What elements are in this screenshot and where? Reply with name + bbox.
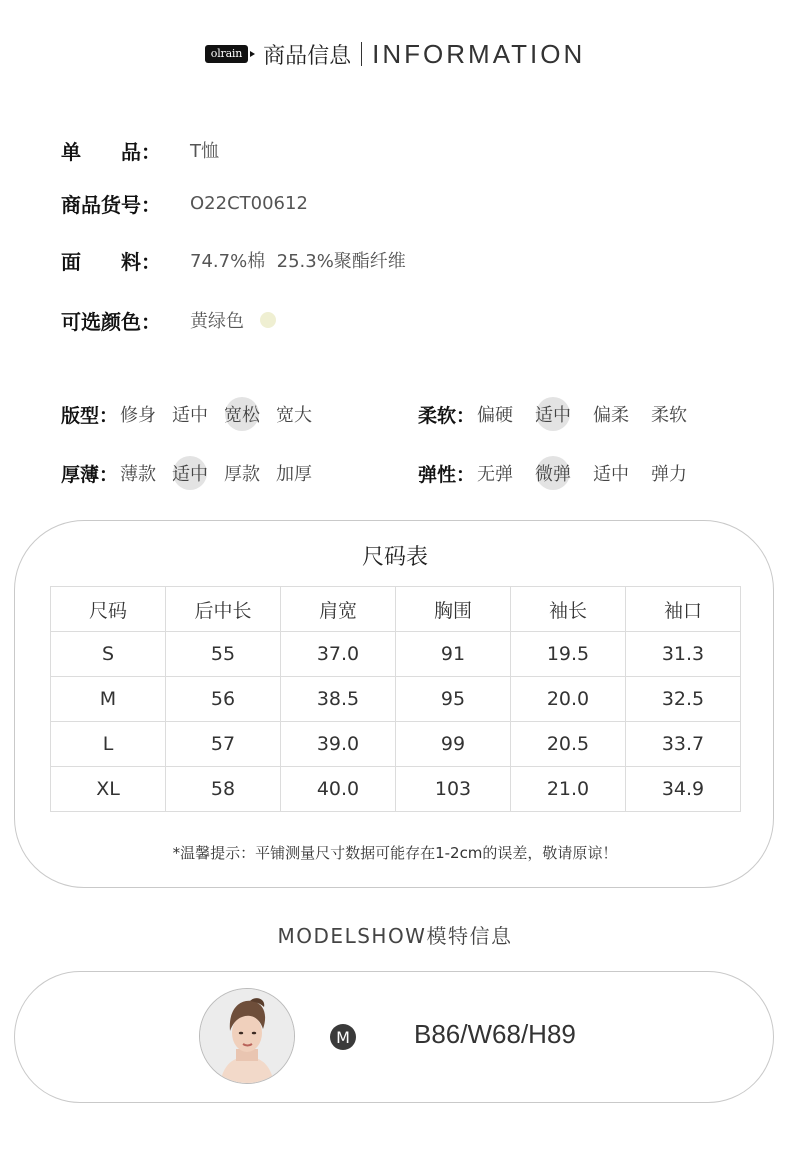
table-cell: 21.0: [511, 767, 626, 812]
attr-option: 厚款: [224, 464, 261, 485]
size-chart-note: *温馨提示：平铺测量尺寸数据可能存在1-2cm的误差，敬请原谅！: [172, 844, 618, 862]
attr-label: 版型：: [61, 404, 119, 427]
info-label: 商品货号：: [61, 192, 161, 217]
info-row-color: [61, 304, 276, 336]
attr-option: 偏柔: [593, 405, 630, 426]
attr-option: 修身: [120, 405, 157, 426]
attr-elasticity: [418, 453, 687, 493]
info-row-item: [61, 134, 219, 166]
info-value: 74.7%棉 25.3%聚酯纤维: [190, 251, 406, 272]
attr-fit: [61, 394, 312, 434]
attr-option-selected: 适中: [535, 397, 571, 431]
info-label: 可选颜色：: [61, 309, 161, 334]
table-cell: 58: [166, 767, 281, 812]
header-title-cn: 商品信息: [263, 43, 352, 69]
table-cell: 95: [396, 677, 511, 722]
table-cell: 20.5: [511, 722, 626, 767]
color-swatch: [260, 312, 276, 328]
attr-option: 适中: [593, 464, 630, 485]
table-cell: M: [51, 677, 166, 722]
model-section-title: MODELSHOW模特信息: [277, 924, 513, 948]
table-cell: 31.3: [626, 632, 741, 677]
attr-option: 柔软: [651, 405, 688, 426]
attr-option: 宽大: [276, 405, 313, 426]
column-header: 胸围: [396, 587, 511, 632]
attr-option: 无弹: [477, 464, 514, 485]
table-cell: 39.0: [281, 722, 396, 767]
table-cell: 103: [396, 767, 511, 812]
model-avatar: [199, 988, 295, 1084]
info-value: T恤: [190, 141, 219, 162]
model-card: [14, 971, 774, 1103]
size-table: [50, 586, 741, 812]
table-cell: 19.5: [511, 632, 626, 677]
attr-option-selected: 微弹: [535, 456, 571, 490]
info-value: O22CT00612: [190, 192, 308, 214]
brand-logo: olrain: [205, 45, 248, 63]
attr-option: 偏硬: [477, 405, 514, 426]
section-header: [0, 34, 790, 74]
column-header: 袖长: [511, 587, 626, 632]
header-title-en: INFORMATION: [372, 38, 586, 69]
table-cell: 55: [166, 632, 281, 677]
table-cell: 33.7: [626, 722, 741, 767]
table-cell: 38.5: [281, 677, 396, 722]
attr-option: 适中: [172, 405, 209, 426]
table-cell: L: [51, 722, 166, 767]
size-chart-title: 尺码表: [361, 545, 428, 570]
attr-label: 弹性：: [418, 463, 476, 486]
column-header: 后中长: [166, 587, 281, 632]
table-cell: 34.9: [626, 767, 741, 812]
attr-option-selected: 宽松: [224, 397, 260, 431]
table-header-row: [51, 587, 741, 632]
info-row-sku: [61, 187, 308, 219]
attr-option-selected: 适中: [172, 456, 208, 490]
attr-option: 加厚: [276, 464, 313, 485]
table-cell: 40.0: [281, 767, 396, 812]
attr-label: 柔软：: [418, 404, 476, 427]
attr-option: 薄款: [120, 464, 157, 485]
info-value: [190, 307, 276, 333]
table-cell: S: [51, 632, 166, 677]
column-header: 袖口: [626, 587, 741, 632]
table-row: [51, 767, 741, 812]
model-portrait-icon: [200, 989, 294, 1083]
info-label: 单 品：: [61, 139, 161, 164]
model-size-badge: M: [330, 1024, 356, 1050]
attr-option: 弹力: [651, 464, 688, 485]
header-divider: [361, 42, 362, 66]
column-header: 肩宽: [281, 587, 396, 632]
table-cell: XL: [51, 767, 166, 812]
model-measurements: B86/W68/H89: [414, 1019, 576, 1049]
table-cell: 91: [396, 632, 511, 677]
table-cell: 20.0: [511, 677, 626, 722]
info-label: 面 料：: [61, 249, 161, 274]
table-cell: 99: [396, 722, 511, 767]
table-row: [51, 632, 741, 677]
attr-softness: [418, 394, 687, 434]
table-cell: 57: [166, 722, 281, 767]
table-cell: 37.0: [281, 632, 396, 677]
table-cell: 56: [166, 677, 281, 722]
table-cell: 32.5: [626, 677, 741, 722]
table-row: [51, 677, 741, 722]
column-header: 尺码: [51, 587, 166, 632]
play-icon: [250, 51, 255, 57]
color-name: 黄绿色: [190, 311, 244, 332]
info-row-fabric: [61, 244, 406, 276]
attr-thickness: [61, 453, 312, 493]
attr-label: 厚薄：: [61, 463, 119, 486]
table-row: [51, 722, 741, 767]
